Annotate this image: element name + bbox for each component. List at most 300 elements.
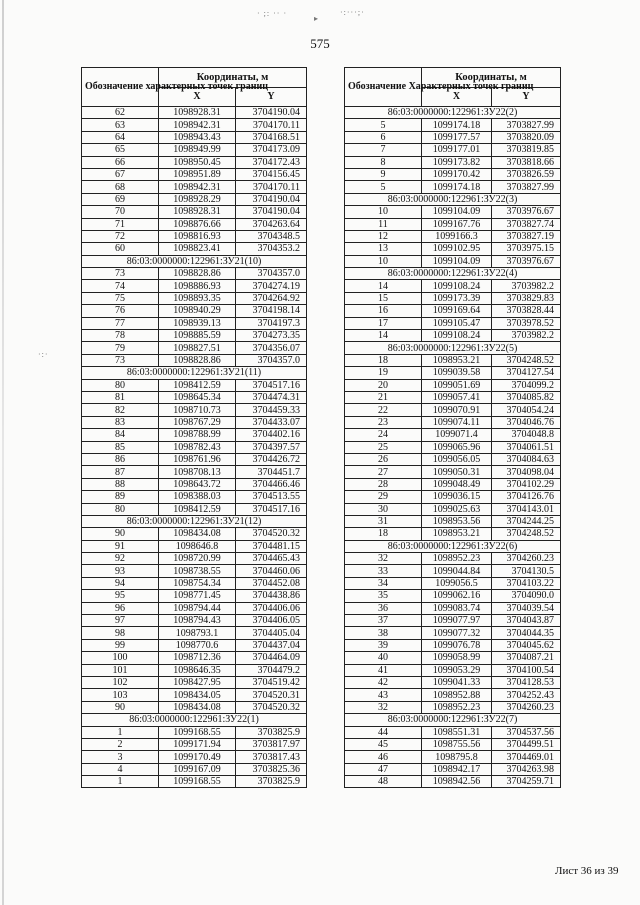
y-cell: 3704464.09 <box>236 652 307 664</box>
y-header: Y <box>492 87 561 106</box>
point-id-cell: 77 <box>82 317 159 329</box>
page-number: 575 <box>310 36 330 51</box>
x-cell: 1098951.89 <box>159 168 236 180</box>
point-id-cell: 9 <box>345 168 422 180</box>
x-cell: 1098738.55 <box>159 565 236 577</box>
x-header: X <box>422 87 492 106</box>
point-id-cell: 2 <box>82 738 159 750</box>
table-row <box>82 441 307 453</box>
coordinates-table-left <box>81 67 307 788</box>
table-row <box>345 168 561 180</box>
table-row <box>345 305 561 317</box>
section-row <box>345 268 561 280</box>
x-cell: 1098646.8 <box>159 540 236 552</box>
x-cell: 1098782.43 <box>159 441 236 453</box>
table-row <box>345 230 561 242</box>
table-row <box>82 342 307 354</box>
table-row <box>345 602 561 614</box>
y-cell: 3704102.29 <box>492 478 561 490</box>
table-row <box>345 639 561 651</box>
point-id-cell: 33 <box>345 565 422 577</box>
x-cell: 1098942.31 <box>159 181 236 193</box>
point-id-cell: 100 <box>82 652 159 664</box>
y-cell: 3703825.36 <box>236 763 307 775</box>
x-cell: 1098761.96 <box>159 453 236 465</box>
table-row <box>82 429 307 441</box>
y-cell: 3704043.87 <box>492 615 561 627</box>
y-cell: 3704537.56 <box>492 726 561 738</box>
y-cell: 3704259.71 <box>492 776 561 788</box>
x-cell: 1098712.36 <box>159 652 236 664</box>
point-id-cell: 24 <box>345 429 422 441</box>
point-id-cell: 37 <box>345 615 422 627</box>
table-row <box>82 701 307 713</box>
point-id-cell: 38 <box>345 627 422 639</box>
table-row <box>82 330 307 342</box>
y-cell: 3704459.33 <box>236 404 307 416</box>
table-row <box>345 627 561 639</box>
table-row <box>345 416 561 428</box>
point-id-cell: 88 <box>82 478 159 490</box>
x-cell: 1098767.29 <box>159 416 236 428</box>
x-cell: 1098876.66 <box>159 218 236 230</box>
y-cell: 3704127.54 <box>492 367 561 379</box>
y-cell: 3704172.43 <box>236 156 307 168</box>
section-row <box>82 714 307 726</box>
y-cell: 3703978.52 <box>492 317 561 329</box>
y-cell: 3704460.06 <box>236 565 307 577</box>
table-row <box>345 330 561 342</box>
table-row <box>82 193 307 205</box>
table-row <box>345 577 561 589</box>
x-cell: 1099166.3 <box>422 230 492 242</box>
point-id-cell: 84 <box>82 429 159 441</box>
y-cell: 3704260.23 <box>492 553 561 565</box>
table-row <box>82 553 307 565</box>
table-row <box>345 206 561 218</box>
table-row <box>82 689 307 701</box>
point-id-cell: 102 <box>82 676 159 688</box>
y-cell: 3704168.51 <box>236 131 307 143</box>
y-cell: 3704046.76 <box>492 416 561 428</box>
x-cell: 1098928.31 <box>159 206 236 218</box>
x-cell: 1098755.56 <box>422 738 492 750</box>
point-id-cell: 74 <box>82 280 159 292</box>
table-row <box>345 243 561 255</box>
y-cell: 3704437.04 <box>236 639 307 651</box>
x-cell: 1099065.96 <box>422 441 492 453</box>
point-id-cell: 71 <box>82 218 159 230</box>
x-cell: 1098646.35 <box>159 664 236 676</box>
y-cell: 3703817.97 <box>236 738 307 750</box>
x-cell: 1099051.69 <box>422 379 492 391</box>
table-row <box>82 466 307 478</box>
y-cell: 3704099.2 <box>492 379 561 391</box>
point-id-cell: 42 <box>345 676 422 688</box>
section-title: 86:03:0000000:122961:ЗУ22(2) <box>345 107 561 119</box>
section-title: 86:03:0000000:122961:ЗУ22(1) <box>82 714 307 726</box>
table-row <box>345 515 561 527</box>
scan-speck: ▸ <box>314 14 320 23</box>
section-row <box>82 255 307 267</box>
y-cell: 3704273.35 <box>236 330 307 342</box>
point-id-cell: 93 <box>82 565 159 577</box>
section-row <box>345 342 561 354</box>
table-row <box>345 156 561 168</box>
x-cell: 1098893.35 <box>159 292 236 304</box>
x-cell: 1099053.29 <box>422 664 492 676</box>
point-id-cell: 96 <box>82 602 159 614</box>
point-id-cell: 15 <box>345 292 422 304</box>
x-cell: 1099170.49 <box>159 751 236 763</box>
point-id-cell: 14 <box>345 280 422 292</box>
y-cell: 3704517.16 <box>236 503 307 515</box>
table-row <box>82 404 307 416</box>
point-id-cell: 17 <box>345 317 422 329</box>
x-cell: 1099104.09 <box>422 255 492 267</box>
point-id-cell: 99 <box>82 639 159 651</box>
table-row <box>82 615 307 627</box>
x-cell: 1098950.45 <box>159 156 236 168</box>
x-cell: 1099057.41 <box>422 391 492 403</box>
x-cell: 1098816.93 <box>159 230 236 242</box>
table-row <box>82 453 307 465</box>
y-cell: 3704039.54 <box>492 602 561 614</box>
x-cell: 1099077.97 <box>422 615 492 627</box>
point-id-cell: 79 <box>82 342 159 354</box>
x-cell: 1098952.23 <box>422 701 492 713</box>
table-row <box>82 751 307 763</box>
x-cell: 1098434.05 <box>159 689 236 701</box>
x-cell: 1099167.76 <box>422 218 492 230</box>
table-row <box>82 676 307 688</box>
point-id-cell: 75 <box>82 292 159 304</box>
point-id-cell: 36 <box>345 602 422 614</box>
x-cell: 1099044.84 <box>422 565 492 577</box>
point-id-cell: 11 <box>345 218 422 230</box>
x-cell: 1099039.58 <box>422 367 492 379</box>
x-cell: 1099174.18 <box>422 181 492 193</box>
section-row <box>82 515 307 527</box>
point-id-cell: 3 <box>82 751 159 763</box>
table-row <box>82 540 307 552</box>
table-row <box>345 726 561 738</box>
table-row <box>82 317 307 329</box>
y-cell: 3703976.67 <box>492 206 561 218</box>
y-cell: 3704252.43 <box>492 689 561 701</box>
table-row <box>82 391 307 403</box>
point-id-cell: 68 <box>82 181 159 193</box>
table-row <box>345 391 561 403</box>
table-row <box>82 726 307 738</box>
table-row <box>345 553 561 565</box>
y-cell: 3704452.08 <box>236 577 307 589</box>
point-id-cell: 64 <box>82 131 159 143</box>
y-cell: 3704513.55 <box>236 491 307 503</box>
table-row <box>82 738 307 750</box>
x-cell: 1099076.78 <box>422 639 492 651</box>
y-cell: 3703820.09 <box>492 131 561 143</box>
table-row <box>345 181 561 193</box>
point-id-cell: 18 <box>345 354 422 366</box>
table-row <box>345 119 561 131</box>
table-row <box>82 354 307 366</box>
point-id-cell: 47 <box>345 763 422 775</box>
x-cell: 1098953.21 <box>422 528 492 540</box>
x-cell: 1098427.95 <box>159 676 236 688</box>
point-id-cell: 46 <box>345 751 422 763</box>
y-header: Y <box>236 87 307 106</box>
point-id-cell: 23 <box>345 416 422 428</box>
x-cell: 1099025.63 <box>422 503 492 515</box>
point-id-cell: 90 <box>82 528 159 540</box>
y-cell: 3703827.74 <box>492 218 561 230</box>
y-cell: 3704090.0 <box>492 590 561 602</box>
y-cell: 3703826.59 <box>492 168 561 180</box>
point-label-header: Обозначение Характерных точек границ <box>345 68 422 107</box>
x-cell: 1098942.17 <box>422 763 492 775</box>
point-id-cell: 29 <box>345 491 422 503</box>
y-cell: 3704170.11 <box>236 181 307 193</box>
point-id-cell: 94 <box>82 577 159 589</box>
y-cell: 3704098.04 <box>492 466 561 478</box>
section-title: 86:03:0000000:122961:ЗУ21(10) <box>82 255 307 267</box>
y-cell: 3703828.44 <box>492 305 561 317</box>
x-cell: 1099071.4 <box>422 429 492 441</box>
point-id-cell: 87 <box>82 466 159 478</box>
table-row <box>345 491 561 503</box>
y-cell: 3704170.11 <box>236 119 307 131</box>
point-id-cell: 19 <box>345 367 422 379</box>
point-id-cell: 10 <box>345 206 422 218</box>
table-row <box>82 206 307 218</box>
x-cell: 1098710.73 <box>159 404 236 416</box>
x-cell: 1099058.99 <box>422 652 492 664</box>
x-cell: 1099173.39 <box>422 292 492 304</box>
table-row <box>345 763 561 775</box>
y-cell: 3703825.9 <box>236 726 307 738</box>
x-cell: 1098754.34 <box>159 577 236 589</box>
y-cell: 3704499.51 <box>492 738 561 750</box>
y-cell: 3704248.52 <box>492 528 561 540</box>
table-row <box>82 119 307 131</box>
x-cell: 1099083.74 <box>422 602 492 614</box>
x-cell: 1098645.34 <box>159 391 236 403</box>
point-id-cell: 86 <box>82 453 159 465</box>
point-id-cell: 5 <box>345 181 422 193</box>
point-id-cell: 44 <box>345 726 422 738</box>
y-cell: 3704084.63 <box>492 453 561 465</box>
section-row <box>345 714 561 726</box>
y-cell: 3703976.67 <box>492 255 561 267</box>
scan-speck: ·:···;· <box>340 8 365 17</box>
x-cell: 1098720.99 <box>159 553 236 565</box>
table-row <box>345 131 561 143</box>
x-cell: 1098788.99 <box>159 429 236 441</box>
x-cell: 1098794.43 <box>159 615 236 627</box>
coords-header: Координаты, м <box>159 68 307 88</box>
x-cell: 1098952.88 <box>422 689 492 701</box>
point-id-cell: 70 <box>82 206 159 218</box>
y-cell: 3704085.82 <box>492 391 561 403</box>
point-id-cell: 28 <box>345 478 422 490</box>
y-cell: 3704045.62 <box>492 639 561 651</box>
x-cell: 1098942.31 <box>159 119 236 131</box>
y-cell: 3703818.66 <box>492 156 561 168</box>
y-cell: 3704520.32 <box>236 701 307 713</box>
x-cell: 1098828.86 <box>159 354 236 366</box>
x-cell: 1099102.95 <box>422 243 492 255</box>
y-cell: 3704451.7 <box>236 466 307 478</box>
y-cell: 3704248.52 <box>492 354 561 366</box>
point-id-cell: 95 <box>82 590 159 602</box>
point-id-cell: 83 <box>82 416 159 428</box>
table-row <box>345 689 561 701</box>
table-row <box>345 676 561 688</box>
point-id-cell: 40 <box>345 652 422 664</box>
table-row <box>345 738 561 750</box>
table-row <box>345 528 561 540</box>
table-row <box>82 664 307 676</box>
point-id-cell: 80 <box>82 503 159 515</box>
table-row <box>82 528 307 540</box>
table-row <box>82 268 307 280</box>
point-id-cell: 1 <box>82 776 159 788</box>
x-cell: 1098795.8 <box>422 751 492 763</box>
table-row <box>82 416 307 428</box>
x-cell: 1098828.86 <box>159 268 236 280</box>
table-row <box>345 144 561 156</box>
y-cell: 3704520.31 <box>236 689 307 701</box>
y-cell: 3704126.76 <box>492 491 561 503</box>
point-id-cell: 26 <box>345 453 422 465</box>
point-id-cell: 73 <box>82 354 159 366</box>
point-id-cell: 91 <box>82 540 159 552</box>
table-row <box>345 317 561 329</box>
point-id-cell: 90 <box>82 701 159 713</box>
x-cell: 1098953.56 <box>422 515 492 527</box>
table-row <box>345 652 561 664</box>
y-cell: 3704143.01 <box>492 503 561 515</box>
table-row <box>345 441 561 453</box>
y-cell: 3704061.51 <box>492 441 561 453</box>
y-cell: 3704517.16 <box>236 379 307 391</box>
point-id-cell: 97 <box>82 615 159 627</box>
section-title: 86:03:0000000:122961:ЗУ22(4) <box>345 268 561 280</box>
x-cell: 1098885.59 <box>159 330 236 342</box>
point-id-cell: 60 <box>82 243 159 255</box>
point-id-cell: 39 <box>345 639 422 651</box>
y-cell: 3704348.5 <box>236 230 307 242</box>
point-id-cell: 12 <box>345 230 422 242</box>
scan-speck: ·:· <box>38 350 49 359</box>
point-id-cell: 8 <box>345 156 422 168</box>
y-cell: 3703827.19 <box>492 230 561 242</box>
x-cell: 1098434.08 <box>159 701 236 713</box>
table-row <box>345 466 561 478</box>
table-row <box>345 280 561 292</box>
table-row <box>345 664 561 676</box>
y-cell: 3704156.45 <box>236 168 307 180</box>
point-id-cell: 25 <box>345 441 422 453</box>
point-id-cell: 43 <box>345 689 422 701</box>
point-id-cell: 6 <box>345 131 422 143</box>
y-cell: 3703825.9 <box>236 776 307 788</box>
point-id-cell: 13 <box>345 243 422 255</box>
section-title: 86:03:0000000:122961:ЗУ22(3) <box>345 193 561 205</box>
x-cell: 1099041.33 <box>422 676 492 688</box>
table-row <box>345 404 561 416</box>
point-id-cell: 20 <box>345 379 422 391</box>
point-id-cell: 62 <box>82 107 159 119</box>
table-row <box>82 243 307 255</box>
x-cell: 1098388.03 <box>159 491 236 503</box>
y-cell: 3704263.64 <box>236 218 307 230</box>
y-cell: 3704264.92 <box>236 292 307 304</box>
table-row <box>82 503 307 515</box>
point-id-cell: 66 <box>82 156 159 168</box>
point-id-cell: 31 <box>345 515 422 527</box>
x-cell: 1098434.08 <box>159 528 236 540</box>
table-row <box>345 255 561 267</box>
section-title: 86:03:0000000:122961:ЗУ22(7) <box>345 714 561 726</box>
point-id-cell: 73 <box>82 268 159 280</box>
x-cell: 1098823.41 <box>159 243 236 255</box>
y-cell: 3703819.85 <box>492 144 561 156</box>
x-cell: 1098412.59 <box>159 379 236 391</box>
table-row <box>345 379 561 391</box>
point-id-cell: 35 <box>345 590 422 602</box>
y-cell: 3704274.19 <box>236 280 307 292</box>
point-id-cell: 72 <box>82 230 159 242</box>
y-cell: 3704263.98 <box>492 763 561 775</box>
section-row <box>345 540 561 552</box>
y-cell: 3704044.35 <box>492 627 561 639</box>
y-cell: 3704087.21 <box>492 652 561 664</box>
coordinates-table-right <box>344 67 561 788</box>
table-row <box>345 776 561 788</box>
table-row <box>345 367 561 379</box>
table-row <box>82 305 307 317</box>
y-cell: 3704357.0 <box>236 268 307 280</box>
table-row <box>82 478 307 490</box>
y-cell: 3704353.2 <box>236 243 307 255</box>
table-row <box>82 131 307 143</box>
point-id-cell: 22 <box>345 404 422 416</box>
point-id-cell: 34 <box>345 577 422 589</box>
point-id-cell: 81 <box>82 391 159 403</box>
table-row <box>345 292 561 304</box>
point-id-cell: 5 <box>345 119 422 131</box>
point-id-cell: 32 <box>345 701 422 713</box>
section-title: 86:03:0000000:122961:ЗУ22(5) <box>345 342 561 354</box>
point-id-cell: 1 <box>82 726 159 738</box>
point-id-cell: 65 <box>82 144 159 156</box>
x-cell: 1099070.91 <box>422 404 492 416</box>
y-cell: 3703827.99 <box>492 119 561 131</box>
x-cell: 1099177.01 <box>422 144 492 156</box>
table-row <box>345 478 561 490</box>
section-row <box>345 107 561 119</box>
y-cell: 3704402.16 <box>236 429 307 441</box>
point-id-cell: 85 <box>82 441 159 453</box>
point-id-cell: 80 <box>82 379 159 391</box>
point-id-cell: 67 <box>82 168 159 180</box>
y-cell: 3704438.86 <box>236 590 307 602</box>
point-id-cell: 89 <box>82 491 159 503</box>
point-id-cell: 16 <box>345 305 422 317</box>
x-header: X <box>159 87 236 106</box>
